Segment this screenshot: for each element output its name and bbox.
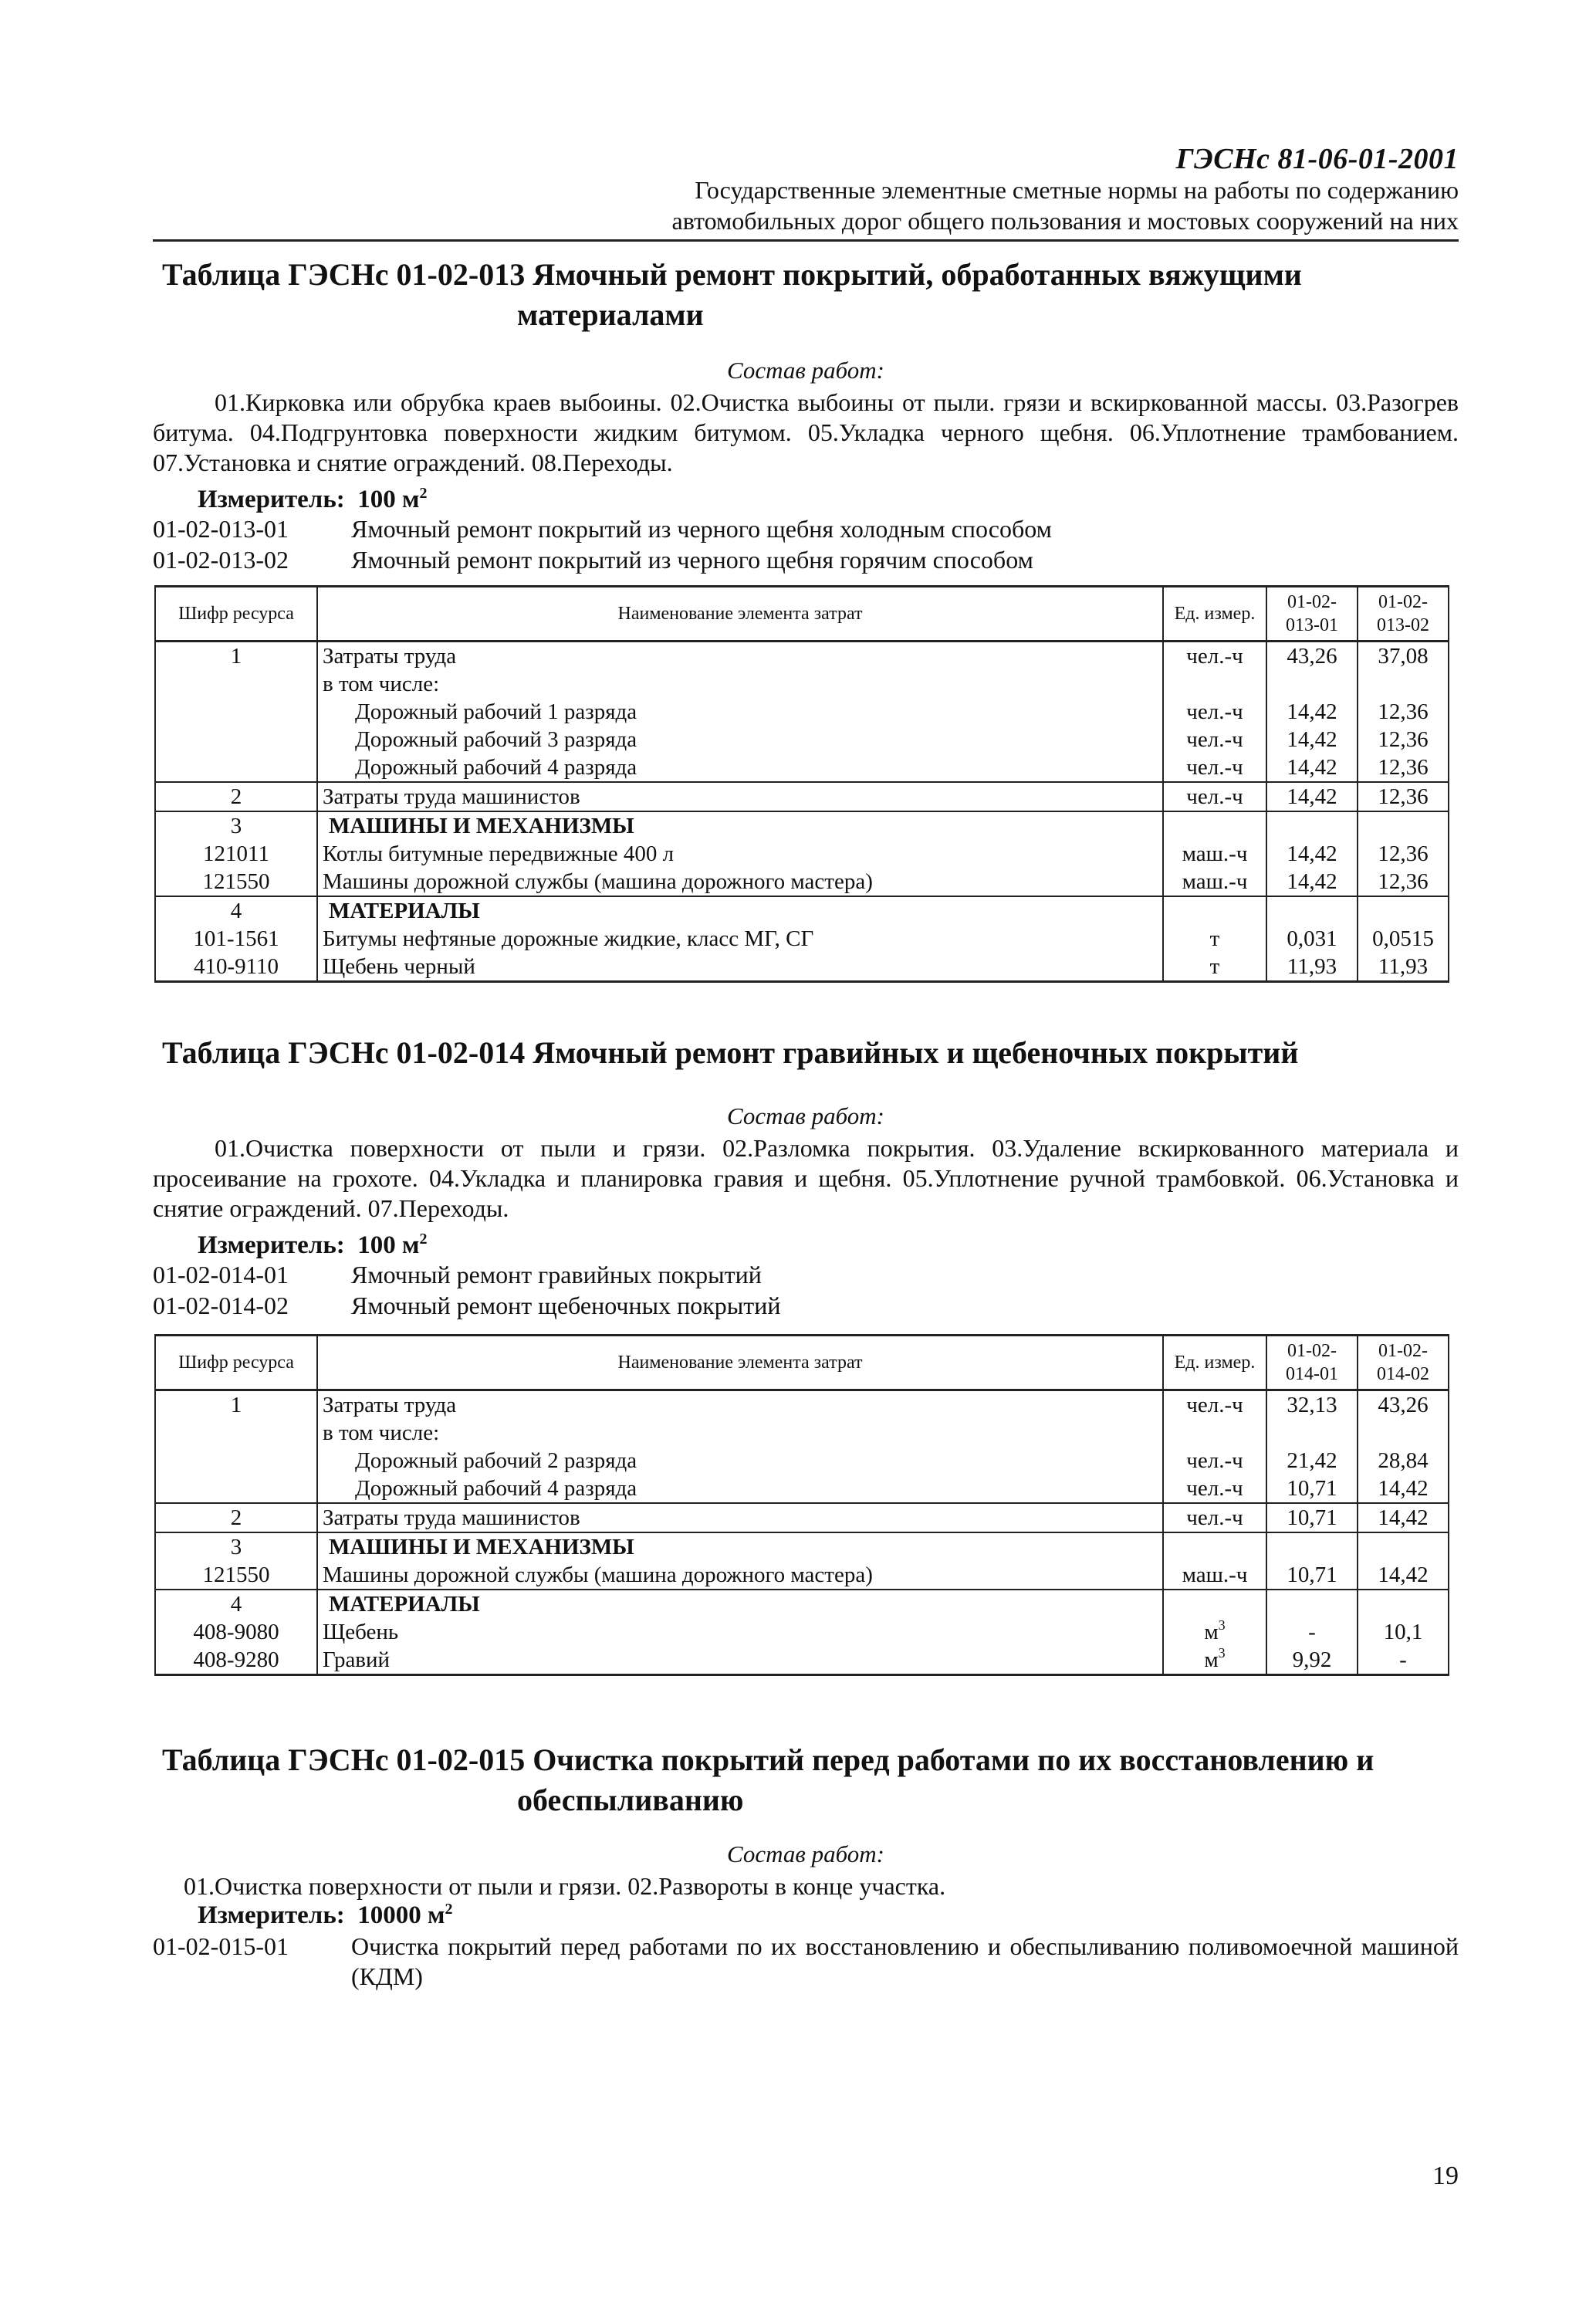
table-013-work-text: 01.Кирковка или обрубка краев выбоины. 02.Очистка выбоины от пыли. грязи и вскиркованной массы. 03.Разогрев битума. 04.Подгрунтовка поверхности жидким битумом. 05.Укладка черного щебня. 06.Уплотнение трамбованием. 07.Установка и снятие ограждений. 08.Переходы. [153,388,1459,476]
cell-unit: чел.-ч [1163,1503,1266,1532]
document-code: ГЭСНс 81-06-01-2001 [1175,143,1459,175]
cell-code: 410-9110 [155,953,317,982]
cell-value-1: 11,93 [1266,953,1358,982]
document-title-line-1: Государственные элементные сметные нормы на работы по содержанию [695,176,1459,204]
cell-value-1: 14,42 [1266,698,1358,726]
cell-value-2: 12,36 [1358,753,1449,782]
table-014-meter [198,1231,428,1260]
cell-unit: чел.-ч [1163,726,1266,753]
table-header-row [155,1336,1449,1390]
cell-value-1: 14,42 [1266,782,1358,811]
cell-name: Затраты труда [317,1390,1163,1420]
cell-name: Затраты труда [317,642,1163,671]
norm-description: Ямочный ремонт щебеночных покрытий [351,1292,781,1319]
table-row [155,1503,1449,1532]
table-015-work-text: 01.Очистка поверхности от пыли и грязи. 02.Развороты в конце участка. [184,1872,946,1900]
cell-value-2: 14,42 [1358,1561,1449,1590]
resource-table-013 [154,585,1449,983]
cell-unit: чел.-ч [1163,698,1266,726]
cell-code: 1 [155,642,317,671]
table-015-title-line-2: обеспыливанию [517,1783,744,1817]
table-row [155,1390,1449,1420]
category-heading: МАШИНЫ И МЕХАНИЗМЫ [317,1532,1163,1561]
table-015-work-label: Состав работ: [726,1840,884,1867]
header-col-2: 01-02-014-02 [1358,1336,1449,1390]
meter-sup: 2 [419,485,428,502]
category-heading: МАТЕРИАЛЫ [317,1590,1163,1618]
cell-value-2: 14,42 [1358,1475,1449,1503]
header-code: Шифр ресурса [155,587,317,642]
cell-name: Затраты труда машинистов [317,782,1163,811]
table-014-title-line-1: Таблица ГЭСНс 01-02-014 Ямочный ремонт гравийных и щебеночных покрытий [162,1035,1299,1070]
cell-code: 2 [155,1503,317,1532]
norm-code: 01-02-013-02 [153,546,289,574]
cell-code: 408-9280 [155,1646,317,1675]
norm-row [153,1291,1459,1321]
cell-value-1: 14,42 [1266,726,1358,753]
table-row [155,1475,1449,1503]
header-code: Шифр ресурса [155,1336,317,1390]
cell-name: Щебень [317,1618,1163,1646]
norm-description: Очистка покрытий перед работами по их восстановлению и обеспыливанию поливомоечной машиной (КДМ) [351,1932,1459,1990]
group-machines [155,811,1449,896]
cell-value-1: 21,42 [1266,1447,1358,1475]
table-row [155,670,1449,698]
table-015-title-line-1: Таблица ГЭСНс 01-02-015 Очистка покрытий перед работами по их восстановлению и [162,1742,1375,1777]
meter-label: Измеритель: [198,486,345,513]
meter-sup: 2 [445,1901,453,1918]
table-013-work-label: Состав работ: [726,357,884,384]
table-header-row [155,587,1449,642]
norm-description: Ямочный ремонт покрытий из черного щебня холодным способом [351,515,1052,543]
cell-name: Гравий [317,1646,1163,1675]
table-row [155,726,1449,753]
cell-unit: чел.-ч [1163,642,1266,671]
cell-name: Битумы нефтяные дорожные жидкие, класс МГ, СГ [317,925,1163,953]
table-014-work-text: 01.Очистка поверхности от пыли и грязи. 02.Разломка покрытия. 03.Удаление вскиркованного материала и просеивание на грохоте. 04.Укладка и планировка гравия и щебня. 05.Уплотнение ручной трамбовкой. 06.Установка и снятие ограждений. 07.Переходы. [153,1134,1459,1222]
table-013-title-line-1: Таблица ГЭСНс 01-02-013 Ямочный ремонт покрытий, обработанных вяжущими [162,257,1302,292]
cell-value-2: 12,36 [1358,726,1449,753]
cell-code: 2 [155,782,317,811]
resource-table-014 [154,1334,1449,1676]
cell-unit: чел.-ч [1163,753,1266,782]
cell-code: 4 [155,896,317,925]
norm-code: 01-02-014-02 [153,1292,289,1319]
header-unit: Ед. измер. [1163,1336,1266,1390]
group-machinist-labor [155,782,1449,811]
cell-unit: маш.-ч [1163,868,1266,896]
cell-unit: т [1163,953,1266,982]
cell-code: 408-9080 [155,1618,317,1646]
header-col-2: 01-02-013-02 [1358,587,1449,642]
table-row [155,1532,1449,1561]
cell-name: Затраты труда машинистов [317,1503,1163,1532]
cell-value-2: 0,0515 [1358,925,1449,953]
cell-name: Щебень черный [317,953,1163,982]
table-row [155,753,1449,782]
cell-value-2: - [1358,1646,1449,1675]
table-row [155,1590,1449,1618]
norm-row [153,1932,1459,1992]
norm-code: 01-02-014-01 [153,1261,289,1288]
meter-label: Измеритель: [198,1231,345,1259]
header-unit: Ед. измер. [1163,587,1266,642]
cell-value-2: 43,26 [1358,1390,1449,1420]
norm-code: 01-02-015-01 [153,1932,289,1960]
document-title-line-2: автомобильных дорог общего пользования и мостовых сооружений на них [671,207,1459,235]
cell-value-1: 9,92 [1266,1646,1358,1675]
category-heading: МАШИНЫ И МЕХАНИЗМЫ [317,811,1163,840]
cell-code: 101-1561 [155,925,317,953]
cell-value-2: 12,36 [1358,840,1449,868]
table-013-title-line-2: материалами [517,297,704,332]
cell-value-2: 12,36 [1358,698,1449,726]
category-heading: МАТЕРИАЛЫ [317,896,1163,925]
cell-unit: $м^3$ [1163,1618,1266,1646]
cell-name: в том числе: [317,670,1163,698]
cell-unit: чел.-ч [1163,1390,1266,1420]
cell-code: 3 [155,1532,317,1561]
table-row [155,698,1449,726]
cell-unit: чел.-ч [1163,1447,1266,1475]
cell-unit: $м^3$ [1163,1646,1266,1675]
cell-code: 121011 [155,840,317,868]
norm-code: 01-02-013-01 [153,515,289,543]
table-row [155,1419,1449,1447]
cell-value-2: 11,93 [1358,953,1449,982]
cell-value-2: 10,1 [1358,1618,1449,1646]
group-labor [155,1390,1449,1504]
table-row [155,642,1449,671]
cell-value-2: 12,36 [1358,782,1449,811]
cell-value-1: - [1266,1618,1358,1646]
cell-value-1: 14,42 [1266,753,1358,782]
cell-unit: чел.-ч [1163,782,1266,811]
cell-name: Дорожный рабочий 4 разряда [317,1475,1163,1503]
group-materials [155,896,1449,982]
norm-row [153,545,1459,575]
cell-value-2: 14,42 [1358,1503,1449,1532]
cell-unit: маш.-ч [1163,840,1266,868]
table-row [155,1447,1449,1475]
cell-unit: маш.-ч [1163,1561,1266,1590]
cell-name: в том числе: [317,1419,1163,1447]
cell-name: Дорожный рабочий 4 разряда [317,753,1163,782]
cell-value-1: 10,71 [1266,1503,1358,1532]
meter-sup: 2 [419,1231,428,1248]
cell-value-2: 28,84 [1358,1447,1449,1475]
group-labor [155,642,1449,783]
header-col-1: 01-02-014-01 [1266,1336,1358,1390]
table-row [155,840,1449,868]
cell-name: Машины дорожной службы (машина дорожного мастера) [317,1561,1163,1590]
group-materials [155,1590,1449,1675]
cell-name: Машины дорожной службы (машина дорожного мастера) [317,868,1163,896]
header-name: Наименование элемента затрат [317,587,1163,642]
cell-name: Дорожный рабочий 1 разряда [317,698,1163,726]
table-row [155,868,1449,896]
header-divider [153,239,1459,242]
norm-description: Ямочный ремонт гравийных покрытий [351,1261,762,1288]
cell-code: 121550 [155,868,317,896]
norm-description: Ямочный ремонт покрытий из черного щебня горячим способом [351,546,1033,574]
cell-code: 121550 [155,1561,317,1590]
meter-value: 10000 м [357,1901,445,1929]
table-014-title [162,1033,1459,1073]
norm-row [153,1260,1459,1290]
cell-name: Дорожный рабочий 2 разряда [317,1447,1163,1475]
group-machinist-labor [155,1503,1449,1532]
table-row [155,1646,1449,1675]
cell-name: Дорожный рабочий 3 разряда [317,726,1163,753]
cell-value-1: 14,42 [1266,868,1358,896]
header-name: Наименование элемента затрат [317,1336,1163,1390]
cell-value-1: 10,71 [1266,1561,1358,1590]
table-row [155,782,1449,811]
cell-value-1: 32,13 [1266,1390,1358,1420]
table-row [155,1561,1449,1590]
cell-code: 1 [155,1390,317,1420]
table-014-work-label: Состав работ: [726,1102,884,1129]
table-015-title [162,1740,1459,1820]
cell-unit: т [1163,925,1266,953]
table-row [155,1618,1449,1646]
cell-code: 3 [155,811,317,840]
meter-value: 100 м [357,486,420,513]
header-col-1: 01-02-013-01 [1266,587,1358,642]
cell-value-1: 43,26 [1266,642,1358,671]
cell-code: 4 [155,1590,317,1618]
group-machines [155,1532,1449,1590]
meter-value: 100 м [357,1231,420,1259]
table-row [155,953,1449,982]
norm-row [153,514,1459,544]
table-row [155,896,1449,925]
table-row [155,811,1449,840]
cell-value-2: 37,08 [1358,642,1449,671]
cell-value-1: 10,71 [1266,1475,1358,1503]
cell-value-1: 14,42 [1266,840,1358,868]
table-row [155,925,1449,953]
meter-label: Измеритель: [198,1901,345,1929]
table-015-meter [198,1901,453,1930]
table-013-meter [198,485,428,514]
cell-value-2: 12,36 [1358,868,1449,896]
table-013-title [162,255,1459,335]
cell-name: Котлы битумные передвижные 400 л [317,840,1163,868]
cell-unit: чел.-ч [1163,1475,1266,1503]
cell-value-1: 0,031 [1266,925,1358,953]
page-number: 19 [1432,2162,1459,2190]
